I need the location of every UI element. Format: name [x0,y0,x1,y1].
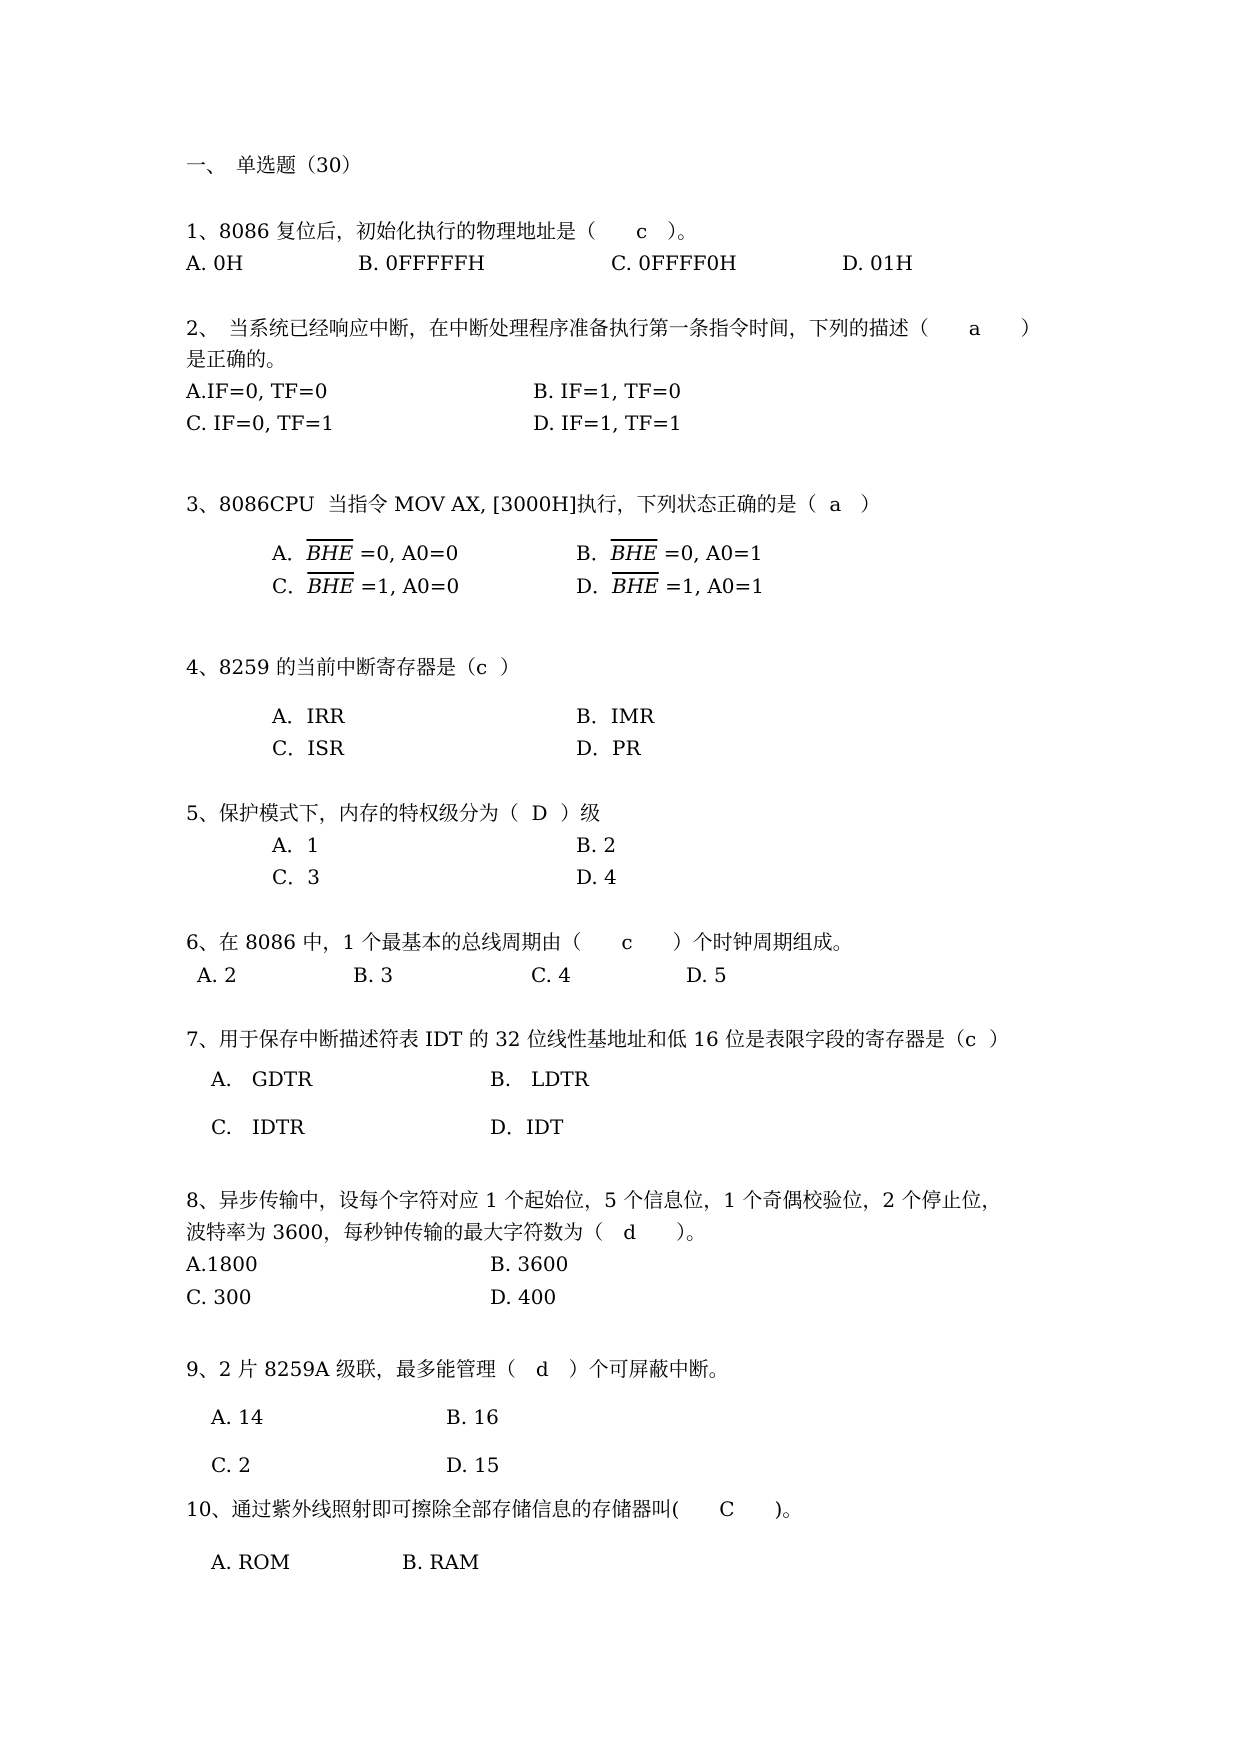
question-9-option-c: C. 2 [211,1453,252,1477]
question-10-option-b: B. RAM [402,1550,480,1574]
question-4-option-d: D．PR [576,736,641,760]
bhe-signal: $\overline{BHE}$ [307,574,355,598]
question-4-option-b: B．IMR [576,704,655,728]
question-6-option-c: C. 4 [531,963,572,987]
question-2-stem-continued: 是正确的。 [186,347,286,371]
question-8-option-b: B. 3600 [490,1252,569,1276]
question-7-option-c: C. IDTR [211,1115,305,1139]
question-10-option-a: A. ROM [211,1550,291,1574]
option-value: =1, A0=1 [658,574,765,598]
question-3-option-d [576,574,764,598]
bhe-signal: $\overline{BHE}$ [306,541,354,565]
question-7-option-b: B. LDTR [490,1067,589,1091]
option-value: =0, A0=1 [657,541,763,565]
question-7-option-a: A. GDTR [211,1067,313,1091]
question-6-option-b: B. 3 [353,963,394,987]
question-1-option-c: C. 0FFFF0H [611,251,737,275]
question-10-stem: 10、通过紫外线照射即可擦除全部存储信息的存储器叫( C )。 [186,1497,803,1521]
question-6-option-d: D. 5 [686,963,727,987]
question-7-stem: 7、用于保存中断描述符表 IDT 的 32 位线性基地址和低 16 位是表限字段的寄存器是（c ） [186,1027,1009,1051]
question-5-stem: 5、保护模式下，内存的特权级分为（ D ）级 [186,801,601,825]
option-value: =0, A0=0 [353,541,459,565]
question-8-option-a: A.1800 [186,1252,258,1276]
option-prefix: C． [272,574,308,598]
question-3-stem: 3、8086CPU 当指令 MOV AX, [3000H]执行，下列状态正确的是（ a ） [186,492,881,516]
question-9-stem: 9、2 片 8259A 级联，最多能管理（ d ）个可屏蔽中断。 [186,1357,729,1381]
question-1-option-a: A. 0H [186,251,244,275]
question-5-option-d: D. 4 [576,865,617,889]
question-3-option-c [272,574,459,598]
bhe-signal: $\overline{BHE}$ [610,541,658,565]
question-1-option-b: B. 0FFFFFH [358,251,485,275]
question-5-option-b: B. 2 [576,833,617,857]
question-6-stem: 6、在 8086 中，1 个最基本的总线周期由（ c ）个时钟周期组成。 [186,930,853,954]
bhe-signal: $\overline{BHE}$ [612,574,659,598]
question-9-option-d: D. 15 [446,1453,500,1477]
option-value: =1, A0=0 [354,574,460,598]
question-9-option-b: B. 16 [446,1405,499,1429]
question-8-stem-continued: 波特率为 3600，每秒钟传输的最大字符数为（ d ）。 [186,1220,707,1244]
question-2-option-c: C. IF=0, TF=1 [186,411,334,435]
question-1-stem: 1、8086 复位后，初始化执行的物理地址是（ c ）。 [186,219,698,243]
question-4-option-a: A．IRR [272,704,345,728]
question-2-option-d: D. IF=1, TF=1 [533,411,682,435]
question-4-stem: 4、8259 的当前中断寄存器是（c ） [186,655,520,679]
question-1-option-d: D. 01H [842,251,913,275]
option-prefix: B． [576,541,611,565]
question-4-option-c: C．ISR [272,736,344,760]
question-2-option-b: B. IF=1, TF=0 [533,379,682,403]
question-7-option-d: D．IDT [490,1115,564,1139]
question-9-option-a: A. 14 [211,1405,264,1429]
question-8-option-c: C. 300 [186,1285,252,1309]
question-3-option-b [576,541,763,565]
question-5-option-c: C．3 [272,865,321,889]
option-prefix: D． [576,574,613,598]
option-prefix: A． [272,541,307,565]
question-5-option-a: A．1 [272,833,320,857]
question-3-option-a [272,541,458,565]
question-2-option-a: A.IF=0, TF=0 [186,379,328,403]
question-8-option-d: D. 400 [490,1285,557,1309]
question-6-option-a: A. 2 [197,963,237,987]
question-2-stem: 2、 当系统已经响应中断，在中断处理程序准备执行第一条指令时间，下列的描述（ a ） [186,316,1041,340]
question-8-stem: 8、异步传输中，设每个字符对应 1 个起始位，5 个信息位，1 个奇偶校验位，2 个停止位， [186,1188,1002,1212]
section-title: 一、 单选题（30） [186,153,362,177]
